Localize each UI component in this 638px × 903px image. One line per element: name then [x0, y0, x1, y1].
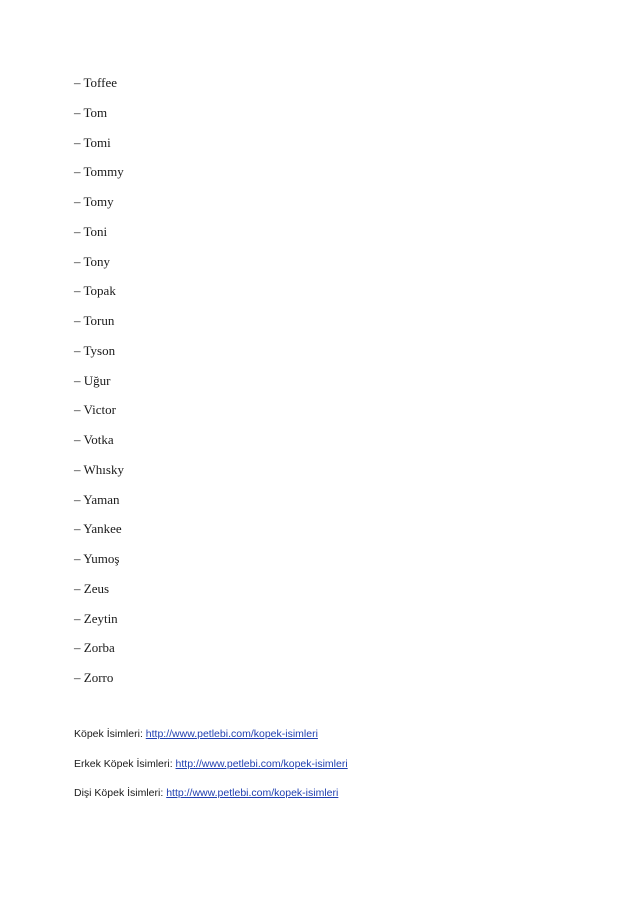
list-item: – Uğur: [74, 372, 111, 388]
list-item: – Yankee: [74, 521, 122, 537]
list-item: – Yumoş: [74, 551, 120, 566]
list-item: – Tomi: [74, 134, 111, 150]
list-item: – Topak: [74, 283, 116, 299]
list-item: – Zeytin: [74, 610, 118, 626]
reference-links: [74, 727, 348, 816]
list-item: – Toni: [74, 223, 108, 239]
list-item: – Tyson: [74, 342, 116, 358]
list-item: – Whısky: [74, 461, 124, 477]
dog-name-list: [74, 74, 124, 699]
list-item: – Tom: [74, 104, 108, 120]
male-dog-names-link-line: [74, 757, 348, 787]
female-dog-names-link[interactable]: http://www.petlebi.com/kopek-isimleri: [166, 787, 339, 799]
list-item: – Torun: [74, 313, 115, 328]
list-item: – Tony: [74, 253, 111, 269]
link-label: Dişi Köpek İsimleri:: [74, 787, 167, 799]
list-item: – Zorro: [74, 670, 114, 685]
dog-names-link-line: [74, 727, 348, 757]
list-item: – Yaman: [74, 491, 120, 507]
list-item: – Victor: [74, 402, 116, 418]
list-item: – Tomy: [74, 194, 114, 209]
list-item: – Votka: [74, 432, 114, 447]
list-item: – Zeus: [74, 580, 110, 596]
female-dog-names-link-line: [74, 786, 348, 816]
list-item: – Tommy: [74, 164, 124, 180]
link-label: Köpek İsimleri:: [74, 728, 146, 740]
list-item: – Toffee: [74, 75, 118, 90]
link-label: Erkek Köpek İsimleri:: [74, 757, 176, 770]
dog-names-link[interactable]: http://www.petlebi.com/kopek-isimleri: [145, 728, 318, 740]
list-item: – Zorba: [74, 640, 115, 656]
male-dog-names-link[interactable]: http://www.petlebi.com/kopek-isimleri: [175, 757, 348, 770]
